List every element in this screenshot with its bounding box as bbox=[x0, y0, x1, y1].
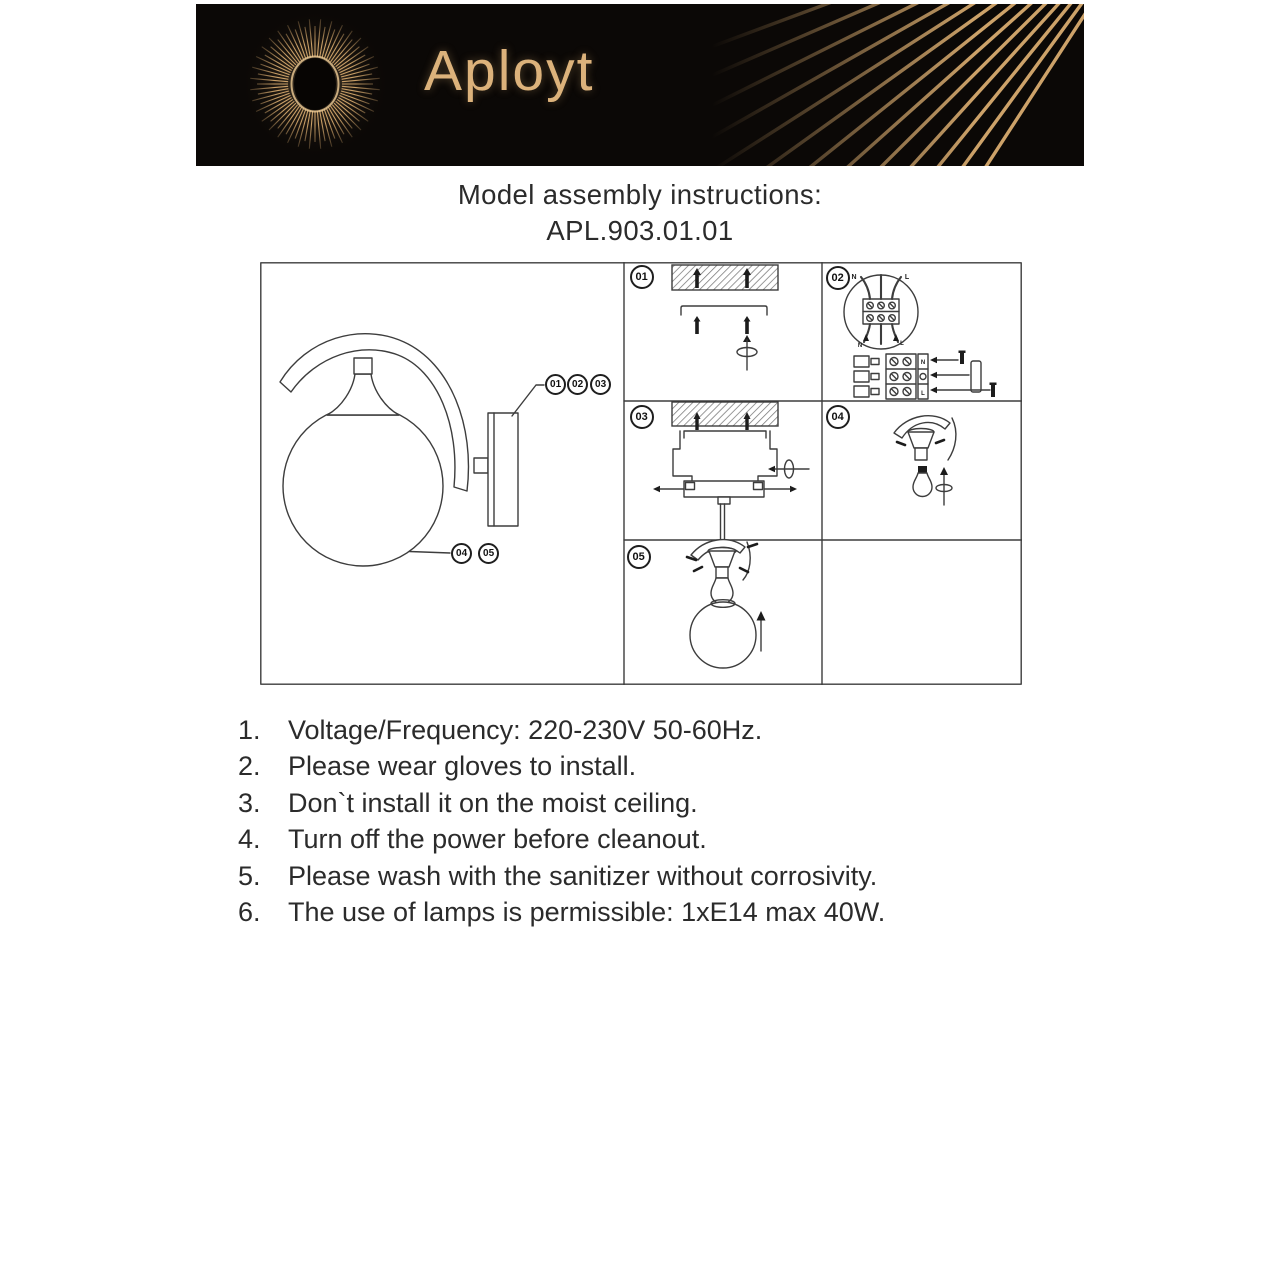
lamp-arm-mount bbox=[354, 358, 372, 374]
step-label-03: 03 bbox=[630, 405, 654, 429]
callout-05: 05 bbox=[478, 543, 499, 564]
bulb bbox=[913, 473, 932, 497]
socket-neck bbox=[716, 567, 728, 578]
instruction-list bbox=[238, 712, 885, 930]
brand-banner bbox=[196, 4, 1084, 166]
item-text: Please wash with the sanitizer without corrosivity. bbox=[288, 860, 878, 891]
item-number: 4. bbox=[238, 824, 261, 855]
list-item bbox=[238, 858, 885, 894]
canopy-profile bbox=[673, 431, 777, 481]
socket-cup bbox=[709, 551, 735, 567]
mounting-bracket bbox=[684, 431, 766, 438]
callout-03: 03 bbox=[590, 374, 611, 395]
title-block bbox=[0, 177, 1280, 249]
panel-04-drawing bbox=[894, 416, 956, 505]
ceiling-hatch bbox=[672, 265, 778, 290]
item-number: 1. bbox=[238, 715, 261, 745]
step-label-02: 02 bbox=[826, 266, 850, 290]
bulb-base bbox=[918, 466, 927, 473]
callout-leader-top bbox=[512, 385, 544, 416]
wire-label-n-top: N bbox=[851, 274, 857, 281]
page-title: Model assembly instructions: bbox=[457, 179, 823, 210]
lamp-globe bbox=[283, 406, 443, 566]
panel-02-drawing bbox=[844, 274, 997, 399]
wire-label-l-bottom: L bbox=[900, 341, 904, 347]
assembly-diagram bbox=[260, 262, 1022, 685]
wire-label-l-top: L bbox=[904, 274, 910, 281]
list-item bbox=[238, 821, 885, 857]
canopy-plate bbox=[684, 481, 764, 497]
up-arrow bbox=[757, 611, 766, 621]
wall-lamp-drawing bbox=[280, 334, 544, 566]
item-text: Don`t install it on the moist ceiling. bbox=[288, 787, 698, 818]
socket-neck bbox=[915, 448, 927, 460]
diagram-drawing bbox=[260, 262, 1022, 685]
terminal-label-n: N bbox=[920, 360, 926, 366]
stem-connector bbox=[718, 497, 730, 504]
list-item bbox=[238, 785, 885, 821]
lamp-cone bbox=[327, 374, 399, 415]
callout-leader-bottom bbox=[410, 552, 451, 554]
list-item bbox=[238, 712, 885, 748]
callout-04: 04 bbox=[451, 543, 472, 564]
fastener-arrows bbox=[930, 351, 997, 398]
model-number: APL.903.01.01 bbox=[546, 215, 734, 246]
item-number: 6. bbox=[238, 897, 261, 928]
callout-01: 01 bbox=[545, 374, 566, 395]
terminal-strip-side bbox=[854, 356, 879, 397]
mounting-bracket bbox=[681, 306, 767, 315]
step-label-04: 04 bbox=[826, 405, 850, 429]
globe bbox=[690, 602, 756, 668]
item-text: Turn off the power before cleanout. bbox=[288, 824, 707, 855]
item-text: Please wear gloves to install. bbox=[288, 751, 637, 782]
callout-02: 02 bbox=[567, 374, 588, 395]
panel-05-drawing bbox=[687, 540, 766, 668]
list-item bbox=[238, 748, 885, 784]
step-label-05: 05 bbox=[627, 545, 651, 569]
wire-label-n-bottom: N bbox=[857, 343, 863, 349]
item-number: 2. bbox=[238, 751, 261, 782]
item-number: 3. bbox=[238, 787, 261, 818]
banner-decor bbox=[196, 4, 1084, 166]
step-label-01: 01 bbox=[630, 265, 654, 289]
item-text: The use of lamps is permissible: 1xE14 max 40W. bbox=[288, 897, 886, 928]
terminal-label-l: L bbox=[921, 391, 925, 397]
socket-cup bbox=[908, 432, 934, 448]
lamp-knob bbox=[474, 458, 488, 473]
logo-center bbox=[294, 58, 336, 110]
panel-01-drawing bbox=[672, 265, 778, 370]
list-item bbox=[238, 894, 885, 930]
panel-03-drawing bbox=[653, 402, 809, 540]
item-text: Voltage/Frequency: 220-230V 50-60Hz. bbox=[288, 715, 763, 745]
item-number: 5. bbox=[238, 860, 261, 891]
wall-plate bbox=[488, 413, 518, 526]
brand-name: Aployt bbox=[424, 39, 595, 103]
ceiling-hatch bbox=[672, 402, 778, 426]
